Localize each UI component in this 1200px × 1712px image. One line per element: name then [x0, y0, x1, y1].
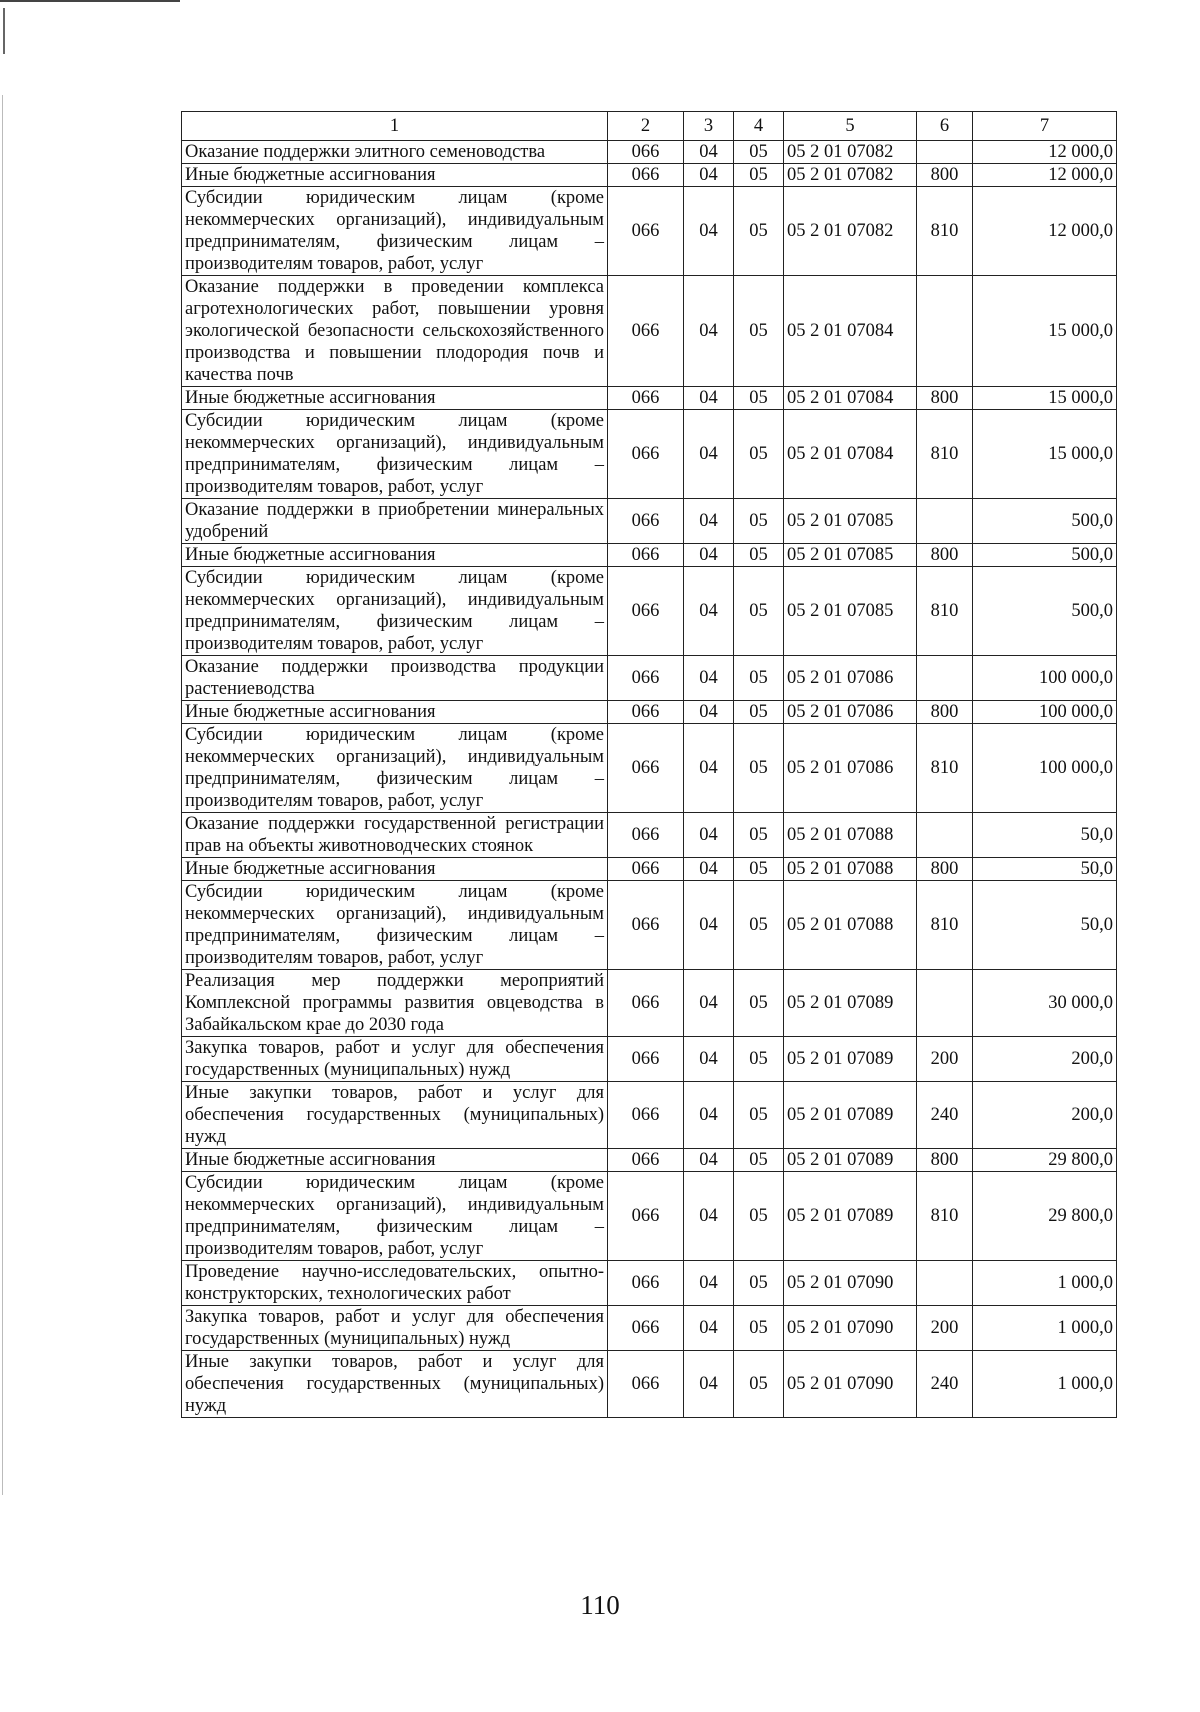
- row-subsection: 05: [734, 410, 784, 499]
- table-row: [182, 813, 1117, 858]
- row-ministry-code: 066: [608, 387, 684, 410]
- row-target-article: 05 2 01 07084: [784, 387, 917, 410]
- header-col-7: 7: [973, 112, 1117, 141]
- row-name: Субсидии юридическим лицам (кроме некоммерческих организаций), индивидуальным предпринимателям, физическим лицам – производителям товаров, работ, услуг: [182, 724, 608, 813]
- row-expense-type: 810: [917, 724, 973, 813]
- row-amount: 100 000,0: [973, 701, 1117, 724]
- row-target-article: 05 2 01 07088: [784, 858, 917, 881]
- row-name: Оказание поддержки в проведении комплекса агротехнологических работ, повышении уровня экологической безопасности сельскохозяйственного производства и повышении плодородия почв и качества почв: [182, 276, 608, 387]
- row-amount: 29 800,0: [973, 1149, 1117, 1172]
- row-expense-type: 810: [917, 1172, 973, 1261]
- table-row: [182, 656, 1117, 701]
- row-target-article: 05 2 01 07089: [784, 1172, 917, 1261]
- row-target-article: 05 2 01 07086: [784, 656, 917, 701]
- row-target-article: 05 2 01 07082: [784, 141, 917, 164]
- table-row: [182, 187, 1117, 276]
- row-section: 04: [684, 141, 734, 164]
- row-section: 04: [684, 276, 734, 387]
- table-row: [182, 724, 1117, 813]
- row-name: Иные бюджетные ассигнования: [182, 858, 608, 881]
- row-section: 04: [684, 970, 734, 1037]
- row-name: Оказание поддержки производства продукции растениеводства: [182, 656, 608, 701]
- row-amount: 12 000,0: [973, 141, 1117, 164]
- row-subsection: 05: [734, 141, 784, 164]
- row-target-article: 05 2 01 07086: [784, 724, 917, 813]
- table-row: [182, 881, 1117, 970]
- row-name: Субсидии юридическим лицам (кроме некоммерческих организаций), индивидуальным предпринимателям, физическим лицам – производителям товаров, работ, услуг: [182, 1172, 608, 1261]
- row-expense-type: 800: [917, 1149, 973, 1172]
- row-ministry-code: 066: [608, 544, 684, 567]
- row-expense-type: 240: [917, 1082, 973, 1149]
- row-ministry-code: 066: [608, 141, 684, 164]
- row-expense-type: 810: [917, 410, 973, 499]
- table-body: [182, 141, 1117, 1418]
- row-subsection: 05: [734, 701, 784, 724]
- row-expense-type: 800: [917, 701, 973, 724]
- row-section: 04: [684, 1351, 734, 1418]
- row-amount: 50,0: [973, 881, 1117, 970]
- row-name: Субсидии юридическим лицам (кроме некоммерческих организаций), индивидуальным предпринимателям, физическим лицам – производителям товаров, работ, услуг: [182, 410, 608, 499]
- row-expense-type: [917, 1261, 973, 1306]
- row-expense-type: [917, 813, 973, 858]
- row-subsection: 05: [734, 1172, 784, 1261]
- row-name: Оказание поддержки государственной регистрации прав на объекты животноводческих стоянок: [182, 813, 608, 858]
- table-header-row: [182, 112, 1117, 141]
- table-row: [182, 1149, 1117, 1172]
- table-row: [182, 499, 1117, 544]
- row-amount: 500,0: [973, 567, 1117, 656]
- row-section: 04: [684, 858, 734, 881]
- scan-artifact-left: [3, 8, 5, 54]
- row-target-article: 05 2 01 07085: [784, 544, 917, 567]
- table-row: [182, 387, 1117, 410]
- row-expense-type: 800: [917, 164, 973, 187]
- row-ministry-code: 066: [608, 881, 684, 970]
- row-target-article: 05 2 01 07089: [784, 1082, 917, 1149]
- row-expense-type: [917, 276, 973, 387]
- row-amount: 50,0: [973, 858, 1117, 881]
- row-ministry-code: 066: [608, 187, 684, 276]
- row-target-article: 05 2 01 07085: [784, 567, 917, 656]
- row-section: 04: [684, 544, 734, 567]
- scan-artifact-top: [0, 0, 180, 2]
- row-target-article: 05 2 01 07090: [784, 1306, 917, 1351]
- row-subsection: 05: [734, 1149, 784, 1172]
- row-ministry-code: 066: [608, 970, 684, 1037]
- row-amount: 50,0: [973, 813, 1117, 858]
- header-col-4: 4: [734, 112, 784, 141]
- table-row: [182, 1261, 1117, 1306]
- table-row: [182, 276, 1117, 387]
- row-amount: 29 800,0: [973, 1172, 1117, 1261]
- row-section: 04: [684, 567, 734, 656]
- row-name: Иные бюджетные ассигнования: [182, 1149, 608, 1172]
- row-name: Проведение научно-исследовательских, опытно-конструкторских, технологических работ: [182, 1261, 608, 1306]
- row-amount: 500,0: [973, 499, 1117, 544]
- table-row: [182, 1037, 1117, 1082]
- row-ministry-code: 066: [608, 1351, 684, 1418]
- row-amount: 15 000,0: [973, 276, 1117, 387]
- table-row: [182, 410, 1117, 499]
- row-subsection: 05: [734, 387, 784, 410]
- row-name: Оказание поддержки в приобретении минеральных удобрений: [182, 499, 608, 544]
- row-name: Иные закупки товаров, работ и услуг для обеспечения государственных (муниципальных) нужд: [182, 1082, 608, 1149]
- table-row: [182, 1082, 1117, 1149]
- row-amount: 12 000,0: [973, 187, 1117, 276]
- scan-artifact-edge: [2, 95, 3, 1495]
- row-section: 04: [684, 1149, 734, 1172]
- row-section: 04: [684, 1172, 734, 1261]
- row-amount: 15 000,0: [973, 387, 1117, 410]
- row-ministry-code: 066: [608, 1082, 684, 1149]
- table-row: [182, 858, 1117, 881]
- row-expense-type: [917, 970, 973, 1037]
- header-col-5: 5: [784, 112, 917, 141]
- row-section: 04: [684, 187, 734, 276]
- row-name: Закупка товаров, работ и услуг для обеспечения государственных (муниципальных) нужд: [182, 1306, 608, 1351]
- row-expense-type: 810: [917, 881, 973, 970]
- row-name: Иные бюджетные ассигнования: [182, 387, 608, 410]
- row-subsection: 05: [734, 813, 784, 858]
- row-amount: 500,0: [973, 544, 1117, 567]
- header-col-3: 3: [684, 112, 734, 141]
- row-ministry-code: 066: [608, 276, 684, 387]
- row-subsection: 05: [734, 1351, 784, 1418]
- row-target-article: 05 2 01 07088: [784, 813, 917, 858]
- row-name: Субсидии юридическим лицам (кроме некоммерческих организаций), индивидуальным предпринимателям, физическим лицам – производителям товаров, работ, услуг: [182, 187, 608, 276]
- row-expense-type: 810: [917, 567, 973, 656]
- row-ministry-code: 066: [608, 1172, 684, 1261]
- row-target-article: 05 2 01 07084: [784, 276, 917, 387]
- row-section: 04: [684, 1261, 734, 1306]
- row-subsection: 05: [734, 881, 784, 970]
- row-target-article: 05 2 01 07089: [784, 1149, 917, 1172]
- row-subsection: 05: [734, 656, 784, 701]
- row-amount: 1 000,0: [973, 1351, 1117, 1418]
- header-col-2: 2: [608, 112, 684, 141]
- row-name: Реализация мер поддержки мероприятий Комплексной программы развития овцеводства в Забайкальском крае до 2030 года: [182, 970, 608, 1037]
- row-subsection: 05: [734, 499, 784, 544]
- row-name: Субсидии юридическим лицам (кроме некоммерческих организаций), индивидуальным предпринимателям, физическим лицам – производителям товаров, работ, услуг: [182, 881, 608, 970]
- table-row: [182, 970, 1117, 1037]
- row-subsection: 05: [734, 858, 784, 881]
- row-name: Иные бюджетные ассигнования: [182, 164, 608, 187]
- row-amount: 1 000,0: [973, 1306, 1117, 1351]
- row-expense-type: [917, 141, 973, 164]
- row-section: 04: [684, 164, 734, 187]
- row-target-article: 05 2 01 07082: [784, 187, 917, 276]
- row-subsection: 05: [734, 1037, 784, 1082]
- table-row: [182, 701, 1117, 724]
- row-amount: 12 000,0: [973, 164, 1117, 187]
- row-subsection: 05: [734, 970, 784, 1037]
- row-ministry-code: 066: [608, 499, 684, 544]
- row-ministry-code: 066: [608, 567, 684, 656]
- row-name: Иные бюджетные ассигнования: [182, 544, 608, 567]
- row-target-article: 05 2 01 07084: [784, 410, 917, 499]
- row-target-article: 05 2 01 07090: [784, 1351, 917, 1418]
- row-expense-type: 200: [917, 1037, 973, 1082]
- row-amount: 100 000,0: [973, 724, 1117, 813]
- table-row: [182, 164, 1117, 187]
- row-ministry-code: 066: [608, 1149, 684, 1172]
- row-section: 04: [684, 724, 734, 813]
- row-subsection: 05: [734, 544, 784, 567]
- row-subsection: 05: [734, 1261, 784, 1306]
- row-target-article: 05 2 01 07090: [784, 1261, 917, 1306]
- row-subsection: 05: [734, 276, 784, 387]
- header-col-1: 1: [182, 112, 608, 141]
- row-expense-type: 800: [917, 544, 973, 567]
- budget-table: [181, 111, 1117, 1418]
- row-subsection: 05: [734, 1306, 784, 1351]
- row-expense-type: [917, 499, 973, 544]
- page-number: 110: [580, 1590, 620, 1620]
- row-amount: 15 000,0: [973, 410, 1117, 499]
- row-section: 04: [684, 410, 734, 499]
- row-ministry-code: 066: [608, 724, 684, 813]
- row-section: 04: [684, 1306, 734, 1351]
- row-subsection: 05: [734, 567, 784, 656]
- header-col-6: 6: [917, 112, 973, 141]
- table-row: [182, 1351, 1117, 1418]
- row-expense-type: 800: [917, 387, 973, 410]
- row-ministry-code: 066: [608, 1261, 684, 1306]
- row-ministry-code: 066: [608, 410, 684, 499]
- row-target-article: 05 2 01 07089: [784, 1037, 917, 1082]
- row-section: 04: [684, 701, 734, 724]
- row-name: Иные бюджетные ассигнования: [182, 701, 608, 724]
- row-amount: 200,0: [973, 1082, 1117, 1149]
- table-row: [182, 1172, 1117, 1261]
- row-ministry-code: 066: [608, 1037, 684, 1082]
- row-ministry-code: 066: [608, 656, 684, 701]
- table-row: [182, 567, 1117, 656]
- row-name: Иные закупки товаров, работ и услуг для обеспечения государственных (муниципальных) нужд: [182, 1351, 608, 1418]
- row-section: 04: [684, 499, 734, 544]
- row-expense-type: 200: [917, 1306, 973, 1351]
- table-row: [182, 544, 1117, 567]
- row-target-article: 05 2 01 07086: [784, 701, 917, 724]
- row-section: 04: [684, 881, 734, 970]
- row-target-article: 05 2 01 07089: [784, 970, 917, 1037]
- row-ministry-code: 066: [608, 164, 684, 187]
- row-target-article: 05 2 01 07082: [784, 164, 917, 187]
- row-expense-type: [917, 656, 973, 701]
- row-name: Закупка товаров, работ и услуг для обеспечения государственных (муниципальных) нужд: [182, 1037, 608, 1082]
- row-ministry-code: 066: [608, 701, 684, 724]
- row-section: 04: [684, 1037, 734, 1082]
- row-amount: 30 000,0: [973, 970, 1117, 1037]
- row-section: 04: [684, 813, 734, 858]
- row-name: Субсидии юридическим лицам (кроме некоммерческих организаций), индивидуальным предпринимателям, физическим лицам – производителям товаров, работ, услуг: [182, 567, 608, 656]
- row-ministry-code: 066: [608, 1306, 684, 1351]
- row-expense-type: 810: [917, 187, 973, 276]
- row-subsection: 05: [734, 724, 784, 813]
- row-amount: 200,0: [973, 1037, 1117, 1082]
- row-ministry-code: 066: [608, 813, 684, 858]
- row-ministry-code: 066: [608, 858, 684, 881]
- row-name: Оказание поддержки элитного семеноводства: [182, 141, 608, 164]
- row-section: 04: [684, 1082, 734, 1149]
- row-expense-type: 800: [917, 858, 973, 881]
- row-section: 04: [684, 387, 734, 410]
- table-row: [182, 141, 1117, 164]
- row-amount: 1 000,0: [973, 1261, 1117, 1306]
- row-expense-type: 240: [917, 1351, 973, 1418]
- row-subsection: 05: [734, 1082, 784, 1149]
- row-section: 04: [684, 656, 734, 701]
- row-target-article: 05 2 01 07088: [784, 881, 917, 970]
- row-subsection: 05: [734, 187, 784, 276]
- row-subsection: 05: [734, 164, 784, 187]
- row-amount: 100 000,0: [973, 656, 1117, 701]
- row-target-article: 05 2 01 07085: [784, 499, 917, 544]
- table-row: [182, 1306, 1117, 1351]
